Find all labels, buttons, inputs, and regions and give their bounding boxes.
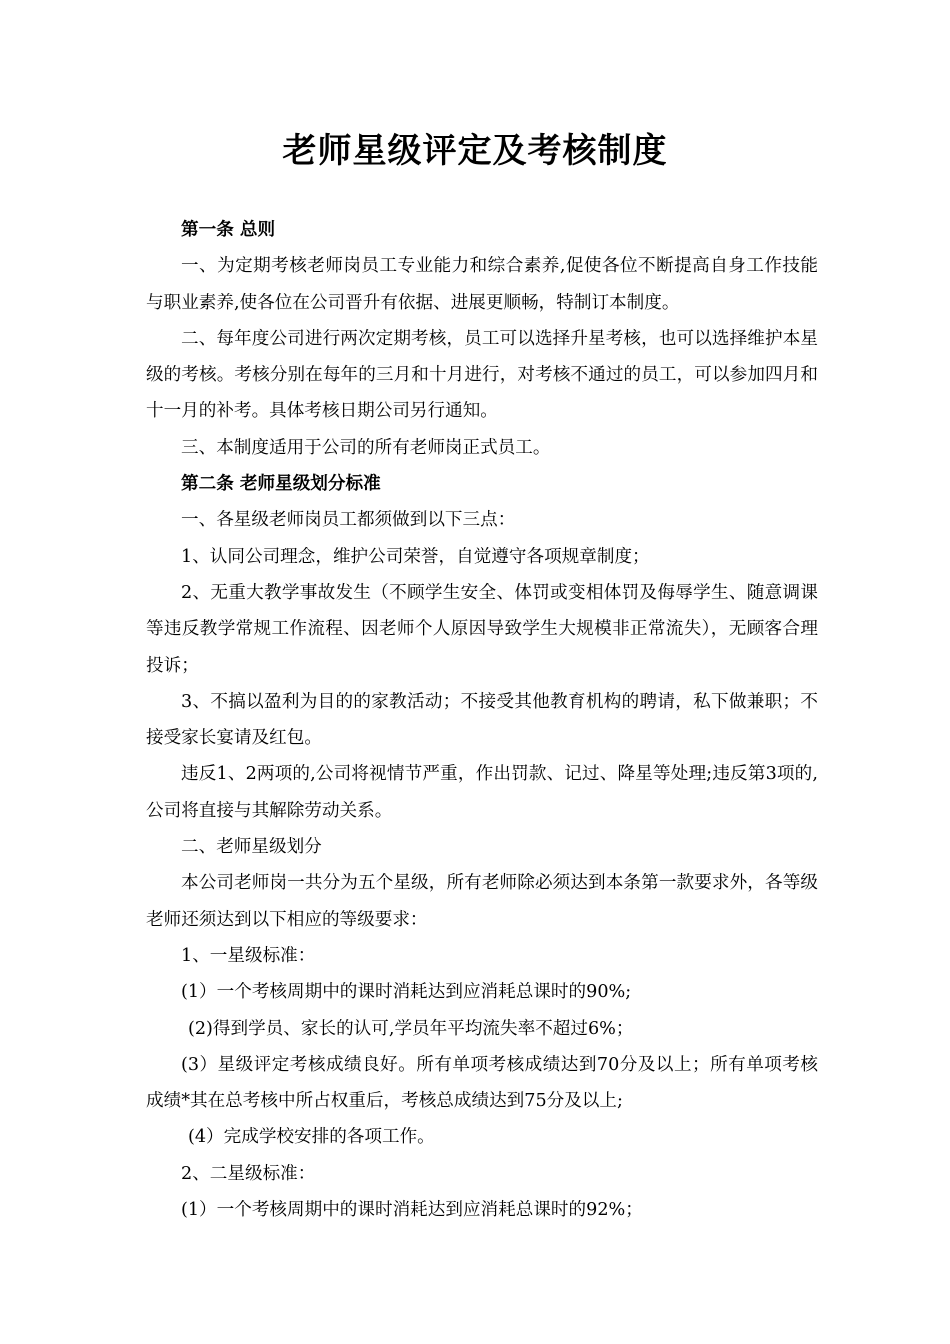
- paragraph-schedule: 二、每年度公司进行两次定期考核，员工可以选择升星考核，也可以选择维护本星级的考核。考核分别在每年的三月和十月进行，对考核不通过的员工，可以参加四月和十一月的补考。具体考核日期公司另行通知。: [146, 328, 818, 422]
- paragraph-violation: 违反1、2两项的,公司将视情节严重，作出罚款、记过、降星等处理;违反第3项的,公司将直接与其解除劳动关系。: [146, 764, 818, 821]
- paragraph-scope: 三、本制度适用于公司的所有老师岗正式员工。: [181, 437, 551, 458]
- paragraph-one-star-item-2: (2)得到学员、家长的认可,学员年平均流失率不超过6%；: [188, 1018, 634, 1039]
- paragraph-requirement-1: 1、认同公司理念，维护公司荣誉，自觉遵守各项规章制度；: [181, 546, 650, 567]
- paragraph-five-levels: 本公司老师岗一共分为五个星级，所有老师除必须达到本条第一款要求外，各等级老师还须达到以下相应的等级要求：: [146, 873, 818, 930]
- paragraph-requirements-intro: 一、各星级老师岗员工都须做到以下三点：: [181, 510, 516, 531]
- paragraph-one-star-item-4: (4）完成学校安排的各项工作。: [188, 1127, 435, 1148]
- paragraph-one-star-item-1: (1）一个考核周期中的课时消耗达到应消耗总课时的90%;: [181, 982, 632, 1003]
- document-body: [146, 212, 818, 1228]
- paragraph-two-star-item-1: (1）一个考核周期中的课时消耗达到应消耗总课时的92%；: [181, 1200, 643, 1221]
- paragraph-requirement-2: 2、无重大教学事故发生（不顾学生安全、体罚或变相体罚及侮辱学生、随意调课等违反教学常规工作流程、因老师个人原因导致学生大规模非正常流失），无顾客合理投诉；: [146, 582, 818, 676]
- paragraph-requirement-3: 3、不搞以盈利为目的的家教活动；不接受其他教育机构的聘请，私下做兼职；不接受家长宴请及红包。: [146, 691, 818, 749]
- section-heading-star-standards: 第二条 老师星级划分标准: [181, 474, 381, 495]
- paragraph-two-star-heading: 2、二星级标准：: [181, 1163, 316, 1184]
- section-heading-general: 第一条 总则: [181, 220, 276, 240]
- paragraph-one-star-heading: 1、一星级标准：: [181, 945, 316, 966]
- paragraph-one-star-item-3: (3）星级评定考核成绩良好。所有单项考核成绩达到70分及以上；所有单项考核成绩*其在总考核中所占权重后，考核总成绩达到75分及以上;: [146, 1054, 818, 1112]
- paragraph-purpose: 一、为定期考核老师岗员工专业能力和综合素养,促使各位不断提高自身工作技能与职业素养,使各位在公司晋升有依据、进展更顺畅，特制订本制度。: [146, 256, 818, 313]
- document-title: 老师星级评定及考核制度: [282, 131, 668, 171]
- paragraph-star-division: 二、老师星级划分: [181, 837, 322, 858]
